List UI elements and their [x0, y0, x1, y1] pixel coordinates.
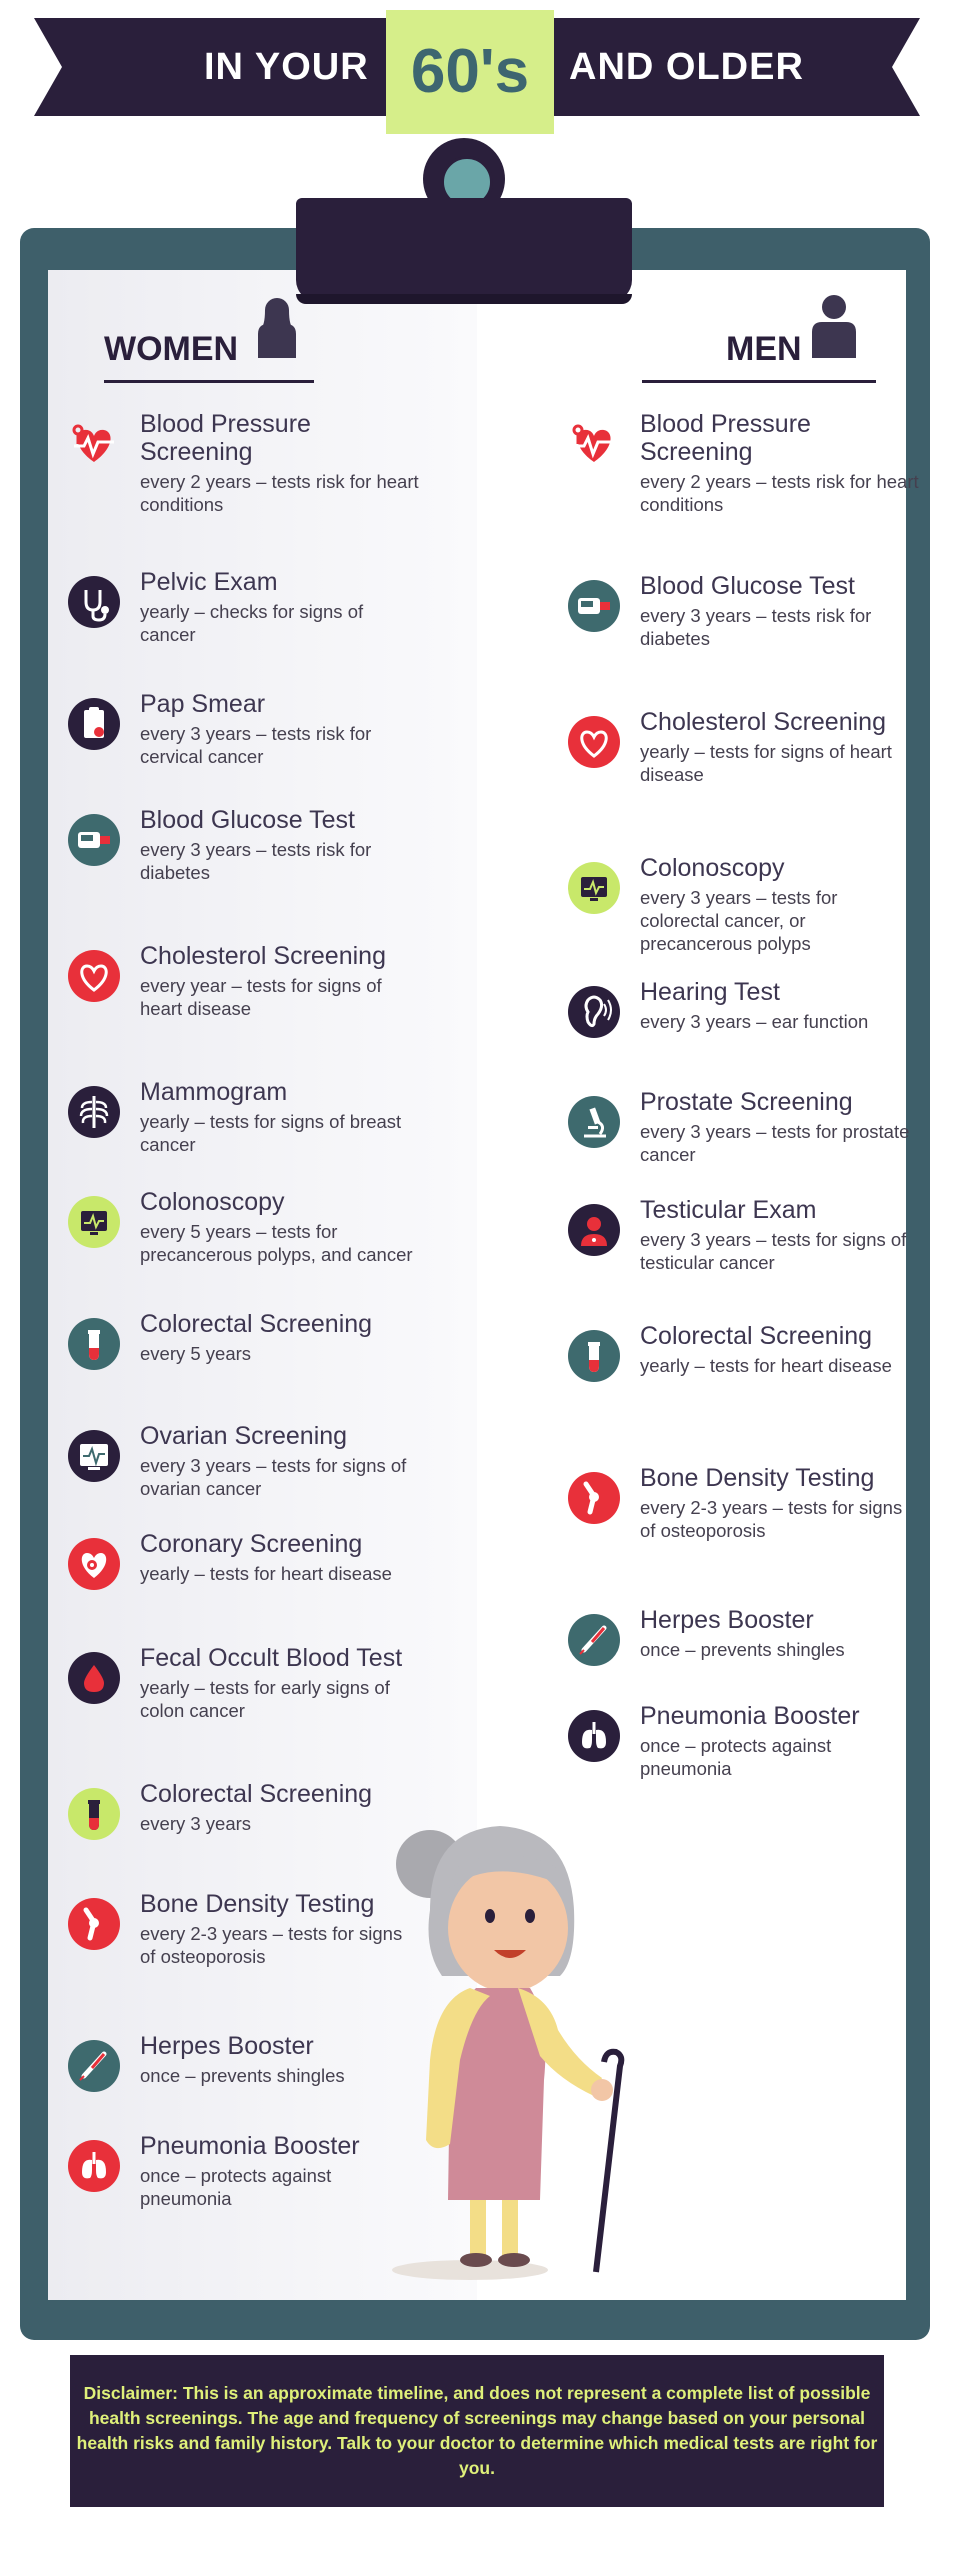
lungs-icon [68, 2140, 120, 2192]
item-desc: every 2-3 years – tests for signs of osteoporosis [640, 1497, 903, 1541]
blood-drop-icon [68, 1652, 120, 1704]
test-tube-icon [568, 1330, 620, 1382]
men-heading-label: MEN [726, 330, 802, 368]
face [448, 1864, 568, 1992]
item-title: Ovarian Screening [140, 1422, 348, 1450]
bone-joint-icon [68, 1898, 120, 1950]
clipboard-clip-shadow [296, 294, 632, 304]
item-title: Mammogram [140, 1078, 288, 1106]
item-desc: every 3 years – tests for colorectal cancer, or precancerous polyps [640, 887, 838, 954]
test-tube-icon [68, 1788, 120, 1840]
shoe-left [460, 2253, 492, 2267]
grandmother-illustration [390, 1760, 650, 2280]
item-desc: once – protects against pneumonia [640, 1735, 832, 1779]
heart-rate-icon [568, 418, 620, 470]
item-desc: yearly – tests for signs of breast cancer [140, 1111, 402, 1155]
item-desc: every 3 years – tests for signs of ovarian cancer [140, 1455, 407, 1499]
man-icon [808, 294, 860, 358]
item-title: Colorectal Screening [640, 1322, 873, 1350]
item-desc: every 5 years – tests for precancerous polyps, and cancer [140, 1221, 413, 1265]
doctor-icon [568, 1204, 620, 1256]
item-desc: every 3 years – tests for signs of testicular cancer [640, 1229, 907, 1273]
item-title: Herpes Booster [640, 1606, 814, 1634]
leg-left [470, 2200, 486, 2256]
heart-icon [568, 716, 620, 768]
item-desc: every 2 years – tests risk for heart conditions [640, 471, 919, 515]
eye-right [525, 1909, 535, 1923]
item-desc: yearly – checks for signs of cancer [140, 601, 364, 645]
heart-icon [68, 950, 120, 1002]
item-title: Bone Density Testing [140, 1890, 375, 1918]
item-title: Colorectal Screening [140, 1780, 373, 1808]
item-desc: yearly – tests for early signs of colon cancer [140, 1677, 390, 1721]
item-title: Cholesterol Screening [640, 708, 886, 736]
banner-highlight: 60's [386, 10, 554, 134]
item-desc: every 5 years [140, 1343, 252, 1364]
heart-rate-icon [68, 418, 120, 470]
item-desc: every year – tests for signs of heart disease [140, 975, 382, 1019]
item-title: Colonoscopy [640, 854, 785, 882]
eye-left [485, 1909, 495, 1923]
banner-right-text: AND OLDER [569, 46, 804, 88]
item-title: Blood Pressure Screening [140, 410, 311, 466]
syringe-icon [68, 2040, 120, 2092]
ear-icon [568, 986, 620, 1038]
item-title: Blood Pressure Screening [640, 410, 811, 466]
item-desc: once – prevents shingles [640, 1639, 845, 1660]
ecg-monitor-icon [68, 1430, 120, 1482]
item-title: Pneumonia Booster [640, 1702, 860, 1730]
clipboard-icon [68, 698, 120, 750]
item-title: Blood Glucose Test [140, 806, 355, 834]
hand [591, 2079, 613, 2101]
glucose-meter-icon [68, 814, 120, 866]
women-heading-label: WOMEN [104, 330, 239, 368]
microscope-icon [568, 1096, 620, 1148]
item-title: Pap Smear [140, 690, 266, 718]
item-desc: every 3 years – tests for prostate cancer [640, 1121, 910, 1165]
item-title: Coronary Screening [140, 1530, 363, 1558]
item-title: Cholesterol Screening [140, 942, 386, 970]
shoe-right [498, 2253, 530, 2267]
heart-stethoscope-icon [68, 1538, 120, 1590]
item-desc: every 3 years – tests risk for diabetes [640, 605, 872, 649]
women-heading-underline [104, 380, 314, 383]
women-heading [104, 330, 238, 369]
item-desc: every 3 years – tests risk for diabetes [140, 839, 372, 883]
item-title: Colonoscopy [140, 1188, 285, 1216]
lungs-icon [568, 1710, 620, 1762]
clipboard-clip [296, 198, 632, 302]
monitor-icon [568, 862, 620, 914]
monitor-icon [68, 1196, 120, 1248]
item-title: Prostate Screening [640, 1088, 853, 1116]
item-desc: once – protects against pneumonia [140, 2165, 332, 2209]
test-tube-icon [68, 1318, 120, 1370]
item-title: Hearing Test [640, 978, 780, 1006]
item-title: Fecal Occult Blood Test [140, 1644, 403, 1672]
item-title: Colorectal Screening [140, 1310, 373, 1338]
item-desc: once – prevents shingles [140, 2065, 345, 2086]
woman-icon [252, 296, 302, 358]
leg-right [502, 2200, 518, 2256]
ribcage-icon [68, 1086, 120, 1138]
bone-joint-icon [568, 1472, 620, 1524]
item-title: Herpes Booster [140, 2032, 314, 2060]
disclaimer-box [70, 2355, 884, 2507]
title-banner [34, 18, 920, 116]
men-heading-underline [642, 380, 876, 383]
item-desc: yearly – tests for signs of heart disease [640, 741, 892, 785]
item-title: Pelvic Exam [140, 568, 278, 596]
item-title: Blood Glucose Test [640, 572, 855, 600]
disclaimer-text: Disclaimer: This is an approximate timeline, and does not represent a complete list of possible health screenings. The age and frequency of screenings may change based on your personal health risks and family history. Talk to your doctor to determine which medical tests are right for you. [76, 2383, 878, 2478]
item-desc: every 2-3 years – tests for signs of osteoporosis [140, 1923, 403, 1967]
item-desc: every 3 years – ear function [640, 1011, 869, 1032]
item-desc: every 3 years [140, 1813, 252, 1834]
item-title: Pneumonia Booster [140, 2132, 360, 2160]
banner-left-text: IN YOUR [204, 46, 369, 88]
item-title: Bone Density Testing [640, 1464, 875, 1492]
item-desc: every 3 years – tests risk for cervical cancer [140, 723, 372, 767]
item-desc: every 2 years – tests risk for heart conditions [140, 471, 419, 515]
item-title: Testicular Exam [640, 1196, 817, 1224]
men-heading [726, 330, 802, 369]
item-desc: yearly – tests for heart disease [140, 1563, 392, 1584]
glucose-meter-icon [568, 580, 620, 632]
item-desc: yearly – tests for heart disease [640, 1355, 892, 1376]
syringe-icon [568, 1614, 620, 1666]
stethoscope-icon [68, 576, 120, 628]
